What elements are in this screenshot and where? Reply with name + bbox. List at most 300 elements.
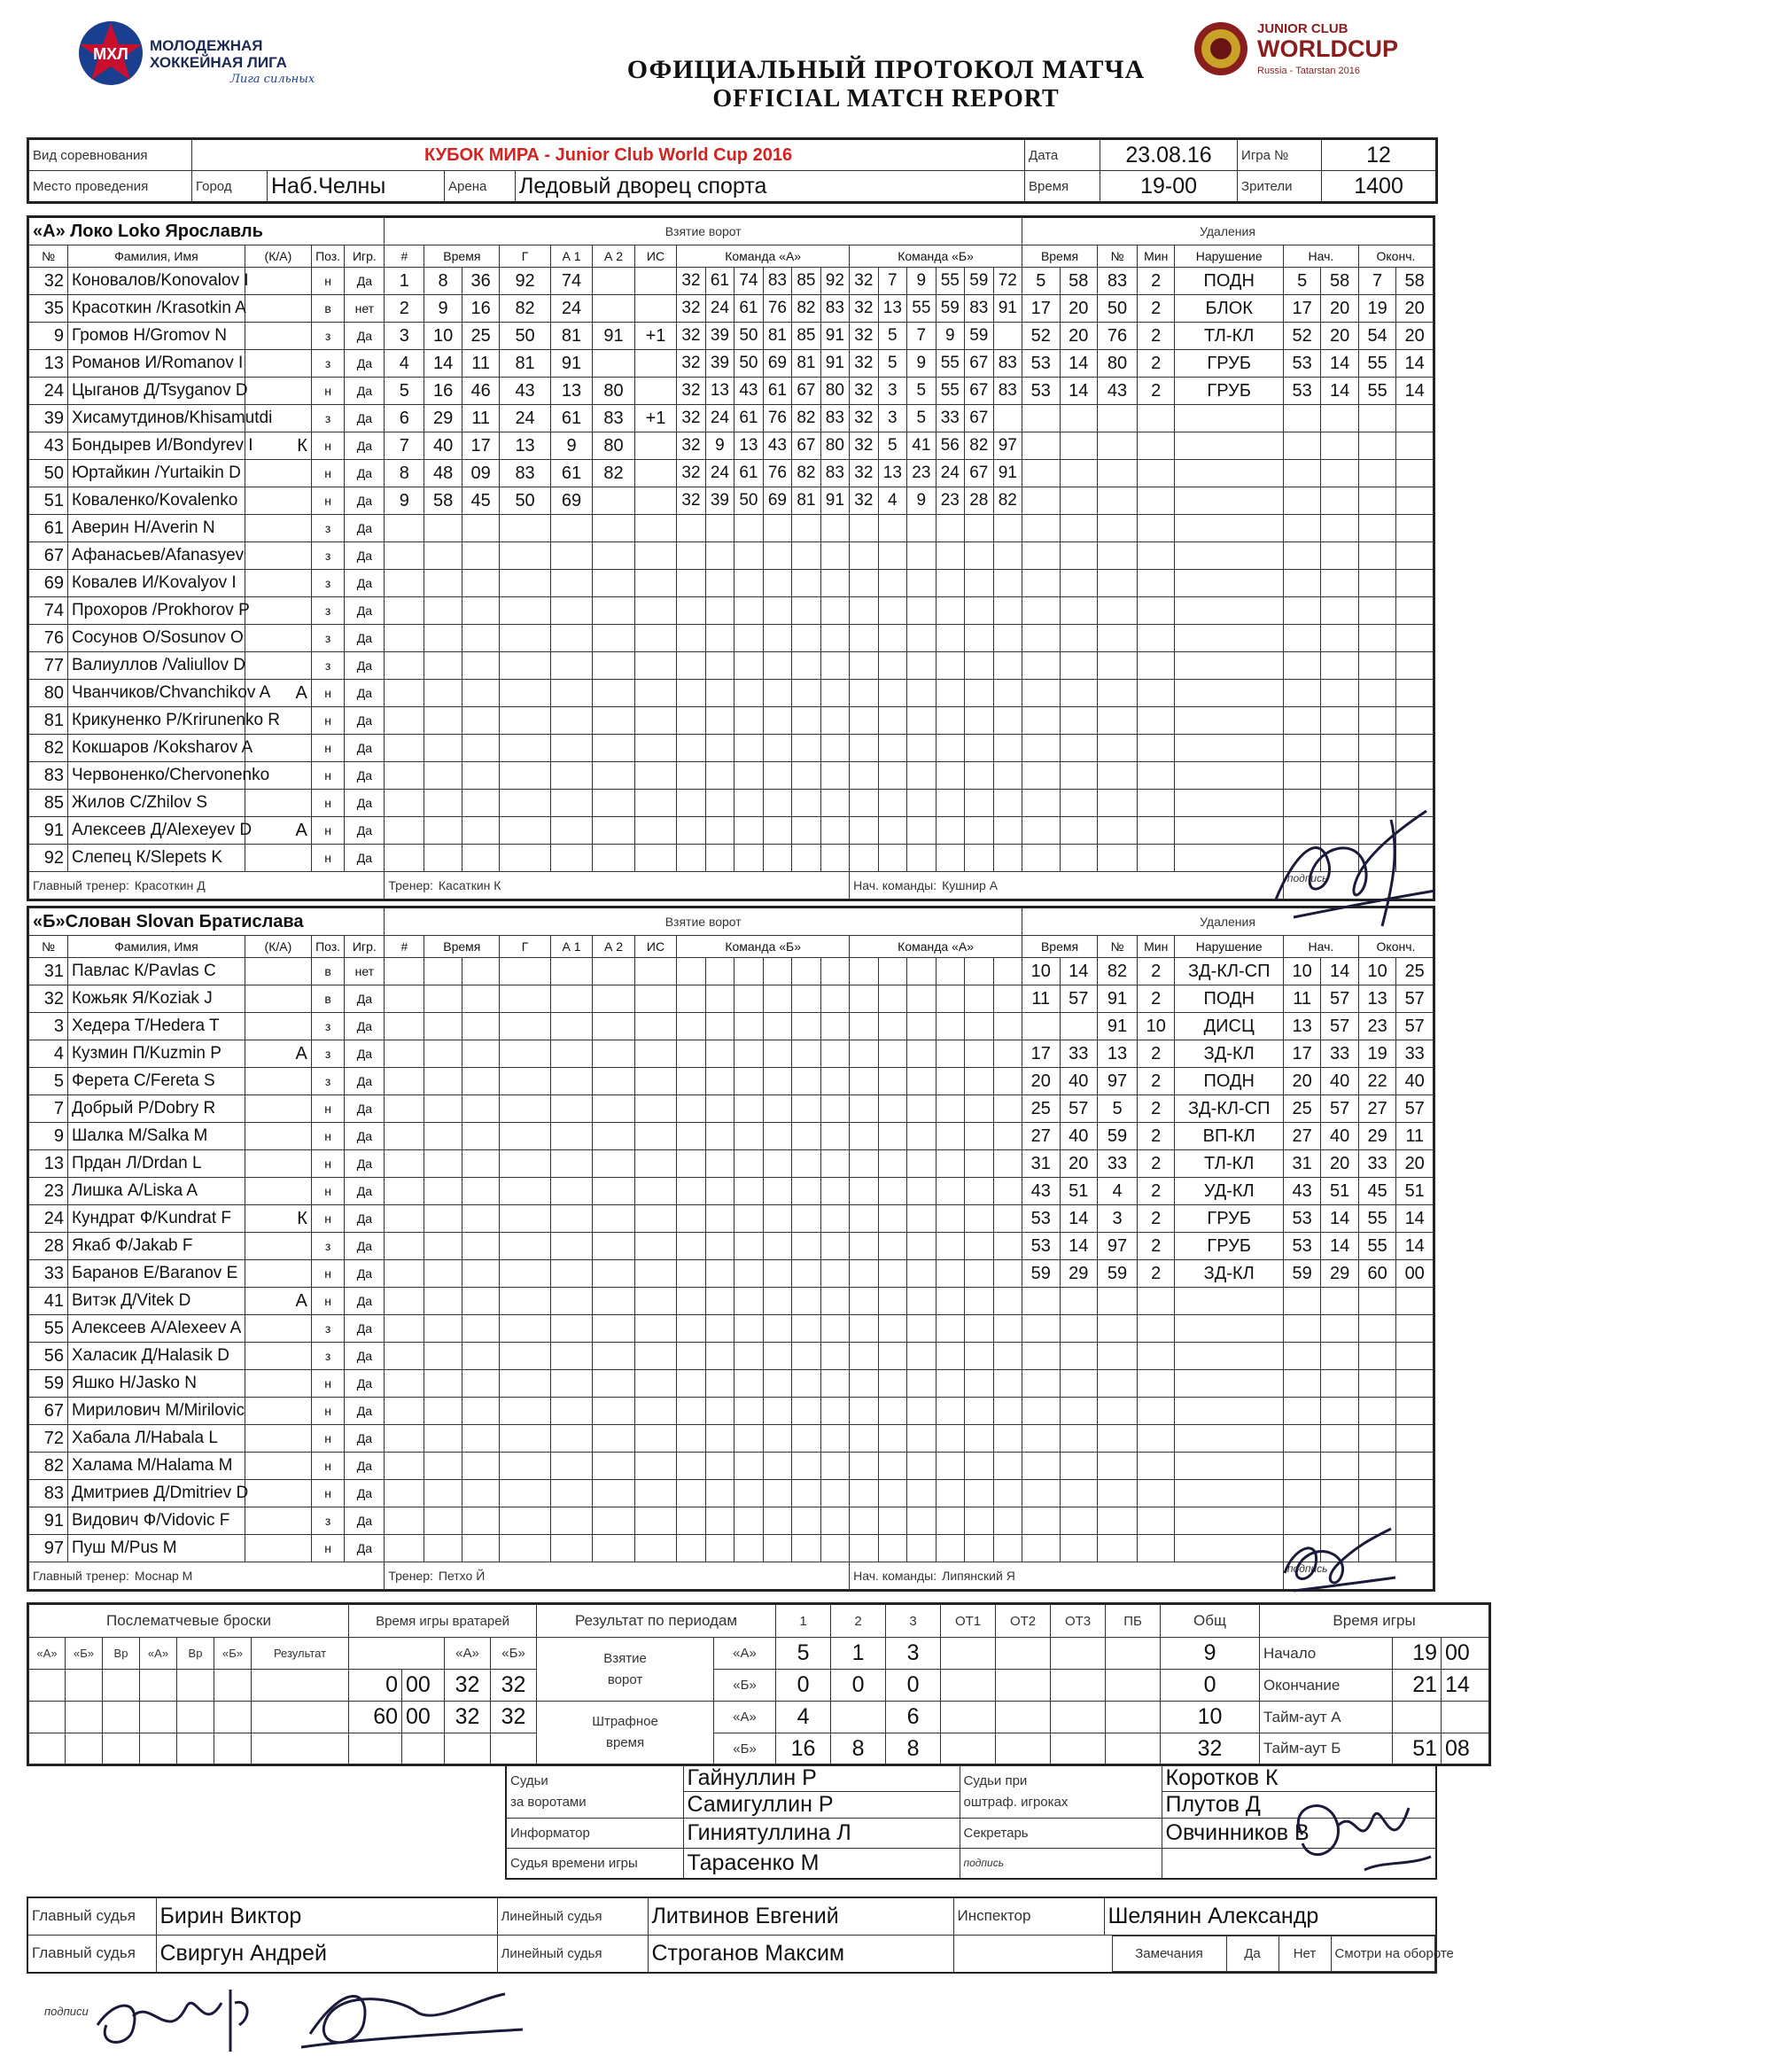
player-row	[28, 515, 1434, 542]
goal-scorer: 24	[500, 405, 550, 432]
goal-minute: 48	[424, 460, 462, 487]
goal-empty-cell	[850, 597, 878, 625]
goal-empty-cell	[965, 1370, 993, 1398]
goal-empty-cell	[550, 1233, 592, 1260]
player-ka: К	[245, 1205, 311, 1233]
goal-empty-cell	[763, 1315, 791, 1343]
player-position: н	[311, 845, 344, 872]
goal-empty-cell	[734, 570, 763, 597]
goal-empty-cell	[500, 1288, 550, 1315]
goal-empty-cell	[907, 735, 936, 762]
player-ka	[245, 735, 311, 762]
on-ice-opp: 9	[936, 323, 964, 350]
goal-empty-cell	[820, 790, 849, 817]
penalty-empty-cell	[1396, 1288, 1434, 1315]
player-ka	[245, 542, 311, 570]
goal-strength	[634, 350, 676, 378]
linesman-2: Строганов Максим	[648, 1935, 953, 1973]
goal-empty-cell	[820, 1315, 849, 1343]
penalty-type: ГРУБ	[1175, 378, 1283, 405]
goal-empty-cell	[878, 1068, 906, 1095]
goal-empty-cell	[850, 1260, 878, 1288]
penalty-player: 76	[1097, 323, 1137, 350]
penalty-empty-cell	[1175, 762, 1283, 790]
player-played: Да	[345, 432, 385, 460]
goal-empty-cell	[792, 707, 820, 735]
penalty-empty-cell	[1358, 707, 1395, 735]
player-ka	[245, 350, 311, 378]
goal-empty-cell	[878, 1150, 906, 1178]
goal-empty-cell	[424, 1205, 462, 1233]
goal-empty-cell	[993, 1343, 1022, 1370]
goal-empty-cell	[634, 1095, 676, 1123]
goal-empty-cell	[705, 1260, 734, 1288]
player-row	[28, 487, 1434, 515]
goal-empty-cell	[907, 652, 936, 680]
player-played: Да	[345, 762, 385, 790]
goal-empty-cell	[993, 515, 1022, 542]
player-played: Да	[345, 1315, 385, 1343]
goal-empty-cell	[792, 1288, 820, 1315]
goal-empty-cell	[792, 790, 820, 817]
penalty-empty-cell	[1321, 487, 1358, 515]
penalty-empty-cell	[1283, 597, 1320, 625]
goal-empty-cell	[878, 1343, 906, 1370]
goal-empty-cell	[993, 762, 1022, 790]
goal-empty-cell	[424, 1535, 462, 1562]
player-number: 24	[28, 1205, 68, 1233]
penalty-empty-cell	[1060, 570, 1097, 597]
goal-empty-cell	[462, 1150, 499, 1178]
on-ice-own: 61	[705, 268, 734, 295]
penalty-minute	[1022, 1013, 1060, 1040]
penalty-judge-2: Плутов Д	[1162, 1792, 1436, 1819]
shootout-cell	[177, 1670, 214, 1702]
goal-empty-cell	[634, 1453, 676, 1480]
goal-empty-cell	[763, 1095, 791, 1123]
goal-empty-cell	[634, 1370, 676, 1398]
goal-empty-cell	[705, 817, 734, 845]
player-ka	[245, 1507, 311, 1535]
player-name: Прдан Л/Drdan L	[67, 1150, 245, 1178]
penalty-empty-cell	[1137, 817, 1174, 845]
goals-b-total: 0	[1161, 1670, 1260, 1702]
goal-empty-cell	[424, 845, 462, 872]
goal-empty-cell	[907, 1343, 936, 1370]
penalty-start-min: 17	[1283, 295, 1320, 323]
penalty-type: ЗД-КЛ	[1175, 1260, 1283, 1288]
penalty-empty-cell	[1175, 515, 1283, 542]
goal-empty-cell	[500, 570, 550, 597]
player-number: 7	[28, 1095, 68, 1123]
goal-empty-cell	[593, 1123, 634, 1150]
goal-empty-cell	[820, 1370, 849, 1398]
team-title: «А» Локо Loko Ярославль	[28, 217, 385, 245]
player-position: н	[311, 1123, 344, 1150]
goal-empty-cell	[907, 1068, 936, 1095]
goal-number: 6	[385, 405, 424, 432]
goal-empty-cell	[634, 1507, 676, 1535]
player-row	[28, 1370, 1434, 1398]
player-ka	[245, 1260, 311, 1288]
goal-empty-cell	[634, 1398, 676, 1425]
goal-empty-cell	[936, 1068, 964, 1095]
goal-empty-cell	[385, 1205, 424, 1233]
player-position: н	[311, 487, 344, 515]
player-name: Аверин Н/Averin N	[67, 515, 245, 542]
penalty-minutes: 2	[1137, 350, 1174, 378]
goal-empty-cell	[677, 625, 705, 652]
shootout-cell	[177, 1733, 214, 1765]
goal-assist-2	[593, 487, 634, 515]
goal-empty-cell	[820, 1343, 849, 1370]
goal-empty-cell	[907, 680, 936, 707]
penalty-end-sec: 14	[1396, 378, 1434, 405]
on-ice-opp: 83	[993, 350, 1022, 378]
player-position: н	[311, 378, 344, 405]
penalty-player: 59	[1098, 1123, 1138, 1150]
player-number: 24	[28, 378, 68, 405]
pim-b-ot3	[1051, 1733, 1106, 1765]
penalty-type: ГРУБ	[1175, 1233, 1283, 1260]
goal-empty-cell	[550, 625, 592, 652]
goal-empty-cell	[850, 1480, 878, 1507]
gk-row2-ss: 00	[402, 1702, 445, 1733]
player-played: Да	[345, 1453, 385, 1480]
player-row	[28, 1205, 1434, 1233]
on-ice-own: 50	[734, 487, 763, 515]
on-ice-opp: 56	[936, 432, 964, 460]
player-played: Да	[345, 1370, 385, 1398]
goal-scorer: 83	[500, 460, 550, 487]
goal-empty-cell	[993, 817, 1022, 845]
player-row	[28, 323, 1434, 350]
remarks-no[interactable]: Нет	[1278, 1936, 1331, 1971]
goal-empty-cell	[907, 1013, 936, 1040]
col-g: Г	[500, 245, 550, 268]
on-ice-opp: 33	[936, 405, 964, 432]
goal-empty-cell	[820, 542, 849, 570]
col-played: Игр.	[345, 936, 385, 958]
on-ice-opp: 7	[907, 323, 936, 350]
pim-b-total: 32	[1161, 1733, 1260, 1765]
player-number: 83	[28, 762, 68, 790]
chief-label: Нач. команды:	[853, 878, 937, 892]
player-ka	[245, 625, 311, 652]
penalty-end-sec: 20	[1396, 1150, 1434, 1178]
gk-row1-a: 32	[445, 1670, 491, 1702]
referee-label-1: Главный судья	[27, 1897, 156, 1935]
penalty-empty-cell	[1022, 707, 1060, 735]
penalty-start-sec: 57	[1321, 985, 1358, 1013]
penalty-empty-cell	[1321, 1315, 1358, 1343]
goal-empty-cell	[993, 707, 1022, 735]
goal-number: 3	[385, 323, 424, 350]
goal-empty-cell	[965, 1288, 993, 1315]
goal-empty-cell	[705, 1453, 734, 1480]
penalty-empty-cell	[1022, 487, 1060, 515]
referee-1: Бирин Виктор	[156, 1897, 497, 1935]
player-ka	[245, 268, 311, 295]
goal-empty-cell	[878, 762, 906, 790]
goal-empty-cell	[850, 1288, 878, 1315]
goal-empty-cell	[385, 515, 424, 542]
goal-empty-cell	[705, 597, 734, 625]
timeout-b-ss: 08	[1442, 1733, 1490, 1765]
signature-label: подпись	[1283, 1562, 1434, 1591]
penalty-empty-cell	[1022, 625, 1060, 652]
goal-empty-cell	[993, 1315, 1022, 1343]
player-row	[28, 1123, 1434, 1150]
goal-empty-cell	[677, 1260, 705, 1288]
goal-empty-cell	[424, 652, 462, 680]
penalty-empty-cell	[1396, 1370, 1434, 1398]
on-ice-own: 24	[705, 295, 734, 323]
shootout-cell	[252, 1670, 349, 1702]
goal-empty-cell	[936, 1480, 964, 1507]
pim-b-p2: 8	[831, 1733, 886, 1765]
on-ice-own: 61	[763, 378, 791, 405]
goal-empty-cell	[763, 1178, 791, 1205]
penalty-empty-cell	[1283, 515, 1320, 542]
on-ice-own: 32	[677, 378, 705, 405]
team-title: «Б»Слован Slovan Братислава	[28, 907, 385, 936]
on-ice-opp: 67	[965, 460, 993, 487]
goal-empty-cell	[850, 985, 878, 1013]
player-ka	[245, 1233, 311, 1260]
on-ice-opp: 9	[907, 350, 936, 378]
penalty-empty-cell	[1022, 845, 1060, 872]
goal-strength	[634, 378, 676, 405]
penalty-empty-cell	[1283, 1425, 1320, 1453]
goal-empty-cell	[734, 1150, 763, 1178]
player-played: нет	[345, 295, 385, 323]
penalty-player: 83	[1097, 268, 1137, 295]
goal-empty-cell	[993, 1535, 1022, 1562]
col-pen-end: Оконч.	[1358, 245, 1434, 268]
goal-empty-cell	[965, 1480, 993, 1507]
penalty-start-sec: 57	[1321, 1013, 1358, 1040]
goal-empty-cell	[993, 1095, 1022, 1123]
penalty-empty-cell	[1358, 1425, 1395, 1453]
goal-empty-cell	[936, 985, 964, 1013]
player-ka	[245, 1315, 311, 1343]
goal-strength	[634, 268, 676, 295]
goal-empty-cell	[907, 1315, 936, 1343]
player-position: з	[311, 652, 344, 680]
goal-empty-cell	[424, 1315, 462, 1343]
goal-empty-cell	[734, 735, 763, 762]
shootout-col-a: «А»	[28, 1638, 66, 1670]
player-number: 59	[28, 1370, 68, 1398]
goal-empty-cell	[424, 707, 462, 735]
goal-empty-cell	[850, 1315, 878, 1343]
goal-empty-cell	[965, 1535, 993, 1562]
on-ice-opp: 55	[907, 295, 936, 323]
goal-empty-cell	[820, 845, 849, 872]
penalty-empty-cell	[1175, 707, 1283, 735]
penalty-end-min: 19	[1358, 295, 1395, 323]
penalty-end-min: 7	[1358, 268, 1395, 295]
player-played: Да	[345, 1425, 385, 1453]
goal-empty-cell	[907, 1233, 936, 1260]
goal-empty-cell	[634, 597, 676, 625]
goal-empty-cell	[634, 1068, 676, 1095]
pim-a-p2	[831, 1702, 886, 1733]
goal-empty-cell	[593, 1205, 634, 1233]
penalty-minute: 5	[1022, 268, 1060, 295]
player-row	[28, 1315, 1434, 1343]
goal-empty-cell	[850, 1205, 878, 1233]
goal-empty-cell	[550, 542, 592, 570]
penalty-empty-cell	[1137, 515, 1174, 542]
goal-empty-cell	[677, 1233, 705, 1260]
goal-empty-cell	[705, 985, 734, 1013]
player-ka: К	[245, 432, 311, 460]
player-position: з	[311, 1233, 344, 1260]
player-position: н	[311, 790, 344, 817]
remarks-cell	[953, 1935, 1454, 1973]
goal-empty-cell	[500, 1178, 550, 1205]
on-ice-opp: 67	[965, 350, 993, 378]
penalty-empty-cell	[1060, 680, 1097, 707]
goal-empty-cell	[763, 570, 791, 597]
goal-empty-cell	[993, 1233, 1022, 1260]
remarks-yes[interactable]: Да	[1226, 1936, 1278, 1971]
penalty-player: 4	[1098, 1178, 1138, 1205]
goal-empty-cell	[734, 817, 763, 845]
player-name: Юртайкин /Yurtaikin D	[67, 460, 245, 487]
penalty-second: 14	[1060, 1205, 1097, 1233]
col-name: Фамилия, Имя	[67, 936, 245, 958]
goal-empty-cell	[500, 1150, 550, 1178]
goal-empty-cell	[677, 570, 705, 597]
penalty-second: 58	[1060, 268, 1097, 295]
player-name: Добрый Р/Dobry R	[67, 1095, 245, 1123]
goal-empty-cell	[792, 1068, 820, 1095]
goal-empty-cell	[936, 1535, 964, 1562]
goal-empty-cell	[462, 570, 499, 597]
player-ka	[245, 570, 311, 597]
goal-empty-cell	[792, 1233, 820, 1260]
on-ice-opp: 32	[850, 268, 878, 295]
on-ice-own: 85	[792, 268, 820, 295]
remarks-box	[954, 1936, 1454, 1972]
goal-empty-cell	[763, 652, 791, 680]
player-ka	[245, 1343, 311, 1370]
goal-empty-cell	[385, 1453, 424, 1480]
end-label: Окончание	[1260, 1670, 1393, 1702]
goal-empty-cell	[820, 1453, 849, 1480]
goal-empty-cell	[907, 1040, 936, 1068]
goal-empty-cell	[634, 1315, 676, 1343]
gk-empty-cell	[491, 1733, 537, 1765]
penalty-empty-cell	[1022, 680, 1060, 707]
penalty-minute: 20	[1022, 1068, 1060, 1095]
goal-empty-cell	[850, 845, 878, 872]
goal-empty-cell	[993, 1040, 1022, 1068]
penalty-type: УД-КЛ	[1175, 1178, 1283, 1205]
on-ice-own: 76	[763, 460, 791, 487]
on-ice-opp: 24	[936, 460, 964, 487]
player-position: н	[311, 1480, 344, 1507]
player-row	[28, 1453, 1434, 1480]
goal-empty-cell	[424, 1095, 462, 1123]
goal-empty-cell	[792, 762, 820, 790]
penalty-empty-cell	[1321, 707, 1358, 735]
gk-col-b: «Б»	[491, 1638, 537, 1670]
goal-empty-cell	[500, 542, 550, 570]
penalty-empty-cell	[1060, 625, 1097, 652]
goal-empty-cell	[763, 542, 791, 570]
on-ice-own: 81	[792, 487, 820, 515]
player-ka	[245, 1150, 311, 1178]
timekeeper: Тарасенко М	[683, 1849, 960, 1879]
on-ice-opp	[993, 323, 1022, 350]
on-ice-opp: 67	[965, 378, 993, 405]
penalty-empty-cell	[1321, 1425, 1358, 1453]
goal-empty-cell	[820, 1123, 849, 1150]
goal-empty-cell	[500, 1535, 550, 1562]
goal-strength	[634, 432, 676, 460]
pim-a-p1: 4	[776, 1702, 831, 1733]
period-ot1-header: ОТ1	[941, 1604, 996, 1638]
goal-empty-cell	[677, 1535, 705, 1562]
on-ice-own: 32	[677, 460, 705, 487]
goal-empty-cell	[677, 1288, 705, 1315]
penalty-start-min: 53	[1283, 1205, 1320, 1233]
goal-minute: 16	[424, 378, 462, 405]
penalty-empty-cell	[1137, 597, 1174, 625]
penalty-empty-cell	[1022, 1343, 1060, 1370]
player-played: Да	[345, 1480, 385, 1507]
player-row	[28, 817, 1434, 845]
goal-empty-cell	[385, 1123, 424, 1150]
on-ice-own: 13	[705, 378, 734, 405]
player-played: Да	[345, 542, 385, 570]
goal-empty-cell	[593, 1288, 634, 1315]
player-played: Да	[345, 1013, 385, 1040]
player-played: Да	[345, 1343, 385, 1370]
player-played: Да	[345, 1507, 385, 1535]
pim-b-p3: 8	[886, 1733, 941, 1765]
goal-empty-cell	[550, 762, 592, 790]
player-name: Афанасьев/Afanasyev	[67, 542, 245, 570]
goal-empty-cell	[993, 1013, 1022, 1040]
penalty-start-sec: 29	[1321, 1260, 1358, 1288]
goal-empty-cell	[462, 1507, 499, 1535]
goal-empty-cell	[734, 1040, 763, 1068]
gk-empty-cell	[349, 1733, 402, 1765]
on-ice-own: 67	[792, 378, 820, 405]
goal-empty-cell	[593, 762, 634, 790]
goal-empty-cell	[634, 1288, 676, 1315]
pim-b-pb	[1106, 1733, 1161, 1765]
goal-empty-cell	[385, 845, 424, 872]
goal-empty-cell	[424, 1233, 462, 1260]
on-ice-opp	[993, 405, 1022, 432]
goal-empty-cell	[763, 1040, 791, 1068]
player-position: з	[311, 625, 344, 652]
player-number: 83	[28, 1480, 68, 1507]
period-ot3-header: ОТ3	[1051, 1604, 1106, 1638]
goal-empty-cell	[878, 570, 906, 597]
spectators: 1400	[1322, 171, 1437, 203]
player-number: 69	[28, 570, 68, 597]
player-name: Валиуллов /Valiullov D	[67, 652, 245, 680]
player-name: Мирилович М/Mirilovic	[67, 1398, 245, 1425]
penalty-empty-cell	[1358, 1370, 1395, 1398]
